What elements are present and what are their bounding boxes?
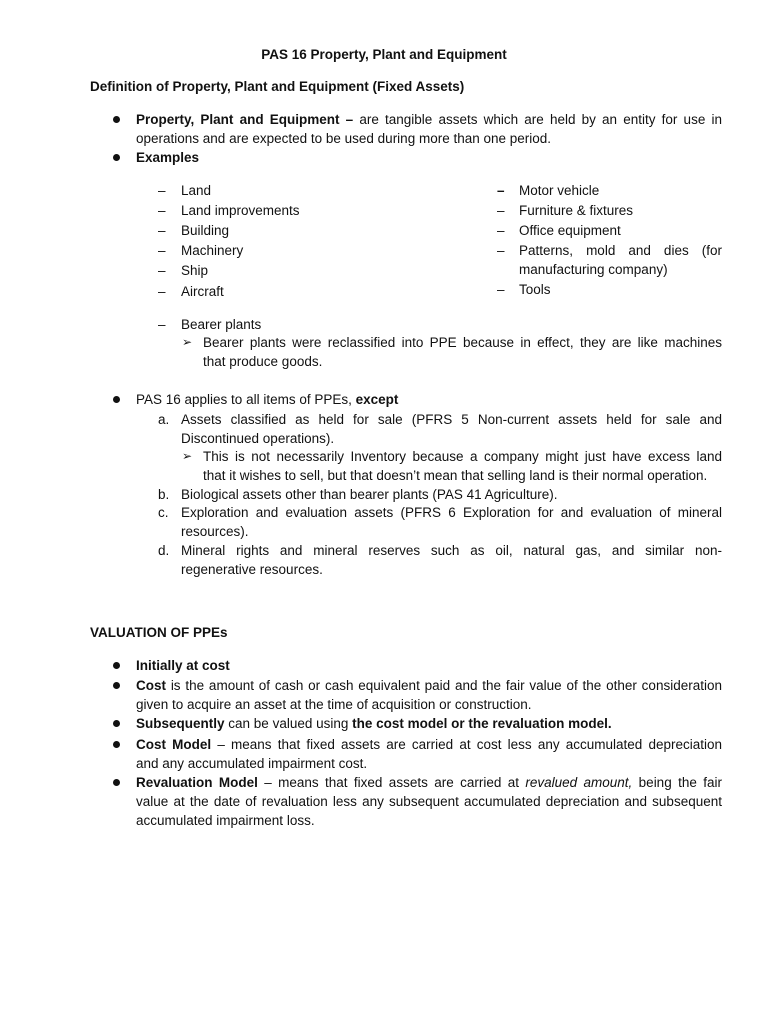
dash-icon: – [497,282,505,297]
reval-line2: value at the date of revaluation less any subsequent accumulated depreciation and subsequent [136,794,722,809]
cost-model-line1: – means that fixed assets are carried at cost less any accumulated depreciation [217,737,723,752]
example-item: Office equipment [519,223,621,238]
scope-item-line: Exploration and evaluation assets (PFRS 6 Exploration for and evaluation of mineral [181,505,722,520]
cost-term: Cost [136,678,166,693]
subsequently-term: Subsequently [136,716,225,731]
ppe-line2: operations and are expected to be used during more than one period. [136,131,552,146]
scope-except: except [355,392,399,407]
dash-icon: – [497,183,505,198]
scope-item-line: Assets classified as held for sale (PFRS 5 Non-current assets held for sale and [181,412,722,427]
dash-icon: – [497,243,505,258]
dash-icon: – [158,243,166,258]
subsequently-mid: can be valued using [228,716,349,731]
reval-line1-italic: revalued amount, [525,775,633,790]
dash-icon: – [497,223,505,238]
example-item: Building [181,223,230,238]
scope-item-line: Mineral rights and mineral reserves such as oil, natural gas, and similar non- [181,543,722,558]
scope-item-a [181,410,722,448]
arrow-bullet-icon: ➢ [182,449,193,463]
example-line: manufacturing company) [519,262,668,277]
bullet-icon [113,779,120,786]
reval-line1-b: being the fair [638,775,722,790]
bearer-note-line1: Bearer plants were reclassified into PPE because in effect, they are like machines [203,335,722,350]
cost-line2: given to acquire an asset at the time of acquisition or construction. [136,697,532,712]
dash-icon: – [158,317,166,332]
dash-icon: – [158,284,166,299]
note-line2: that it wishes to sell, but that doesn’t mean that selling land is their normal operation. [203,468,708,483]
bullet-icon [113,720,120,727]
bullet-icon [113,116,120,123]
dash-icon: – [158,203,166,218]
dash-icon: – [158,263,166,278]
bearer-note [203,333,722,371]
list-marker: a. [158,412,170,427]
scope-item-line: resources). [181,524,249,539]
cost-model-line2: and any accumulated impairment cost. [136,756,368,771]
scope-note-a [203,447,722,485]
subsequently-line [136,714,612,733]
example-item: Land improvements [181,203,300,218]
list-marker: b. [158,487,170,502]
example-item: Aircraft [181,284,224,299]
examples-label: Examples [136,150,200,165]
dash-icon: – [158,183,166,198]
initially-at-cost: Initially at cost [136,658,230,673]
scope-item-b: Biological assets other than bearer plants (PAS 41 Agriculture). [181,487,558,502]
bullet-icon [113,682,120,689]
note-line1: This is not necessarily Inventory because a company might just have excess land [203,449,722,464]
ppe-line1: are tangible assets which are held by an entity for use in [359,112,722,127]
subsequently-models: the cost model or the revaluation model. [352,716,612,731]
example-item: Furniture & fixtures [519,203,634,218]
example-item [519,241,722,279]
definition-heading: Definition of Property, Plant and Equipment (Fixed Assets) [90,79,465,94]
cost-line1: is the amount of cash or cash equivalent paid and the fair value of the other consideration [170,678,722,693]
scope-intro [136,390,398,409]
scope-item-line: Discontinued operations). [181,431,335,446]
page-title: PAS 16 Property, Plant and Equipment [261,47,507,62]
bullet-icon [113,662,120,669]
list-marker: c. [158,505,169,520]
dash-icon: – [158,223,166,238]
bullet-icon [113,741,120,748]
scope-item-d [181,541,722,579]
bearer-plants-label: Bearer plants [181,317,262,332]
example-item: Motor vehicle [519,183,600,198]
example-item: Machinery [181,243,244,258]
bearer-note-line2: that produce goods. [203,354,323,369]
example-line: Patterns, mold and dies (for [519,243,722,258]
example-item: Tools [519,282,551,297]
scope-intro-text: PAS 16 applies to all items of PPEs, [136,392,352,407]
arrow-bullet-icon: ➢ [182,335,193,349]
example-item: Ship [181,263,209,278]
valuation-heading: VALUATION OF PPEs [90,625,228,640]
ppe-term: Property, Plant and Equipment – [136,112,354,127]
revaluation-model-term: Revaluation Model [136,775,258,790]
example-item: Land [181,183,212,198]
scope-item-line: regenerative resources. [181,562,323,577]
scope-item-c [181,503,722,541]
reval-line1-a: – means that fixed assets are carried at [264,775,519,790]
bullet-icon [113,154,120,161]
cost-model-definition [136,735,722,773]
bullet-icon [113,396,120,403]
ppe-definition [136,110,722,148]
cost-model-term: Cost Model [136,737,212,752]
dash-icon: – [497,203,505,218]
cost-definition [136,676,722,714]
reval-line3: accumulated impairment loss. [136,813,315,828]
list-marker: d. [158,543,170,558]
revaluation-model-definition [136,773,722,830]
